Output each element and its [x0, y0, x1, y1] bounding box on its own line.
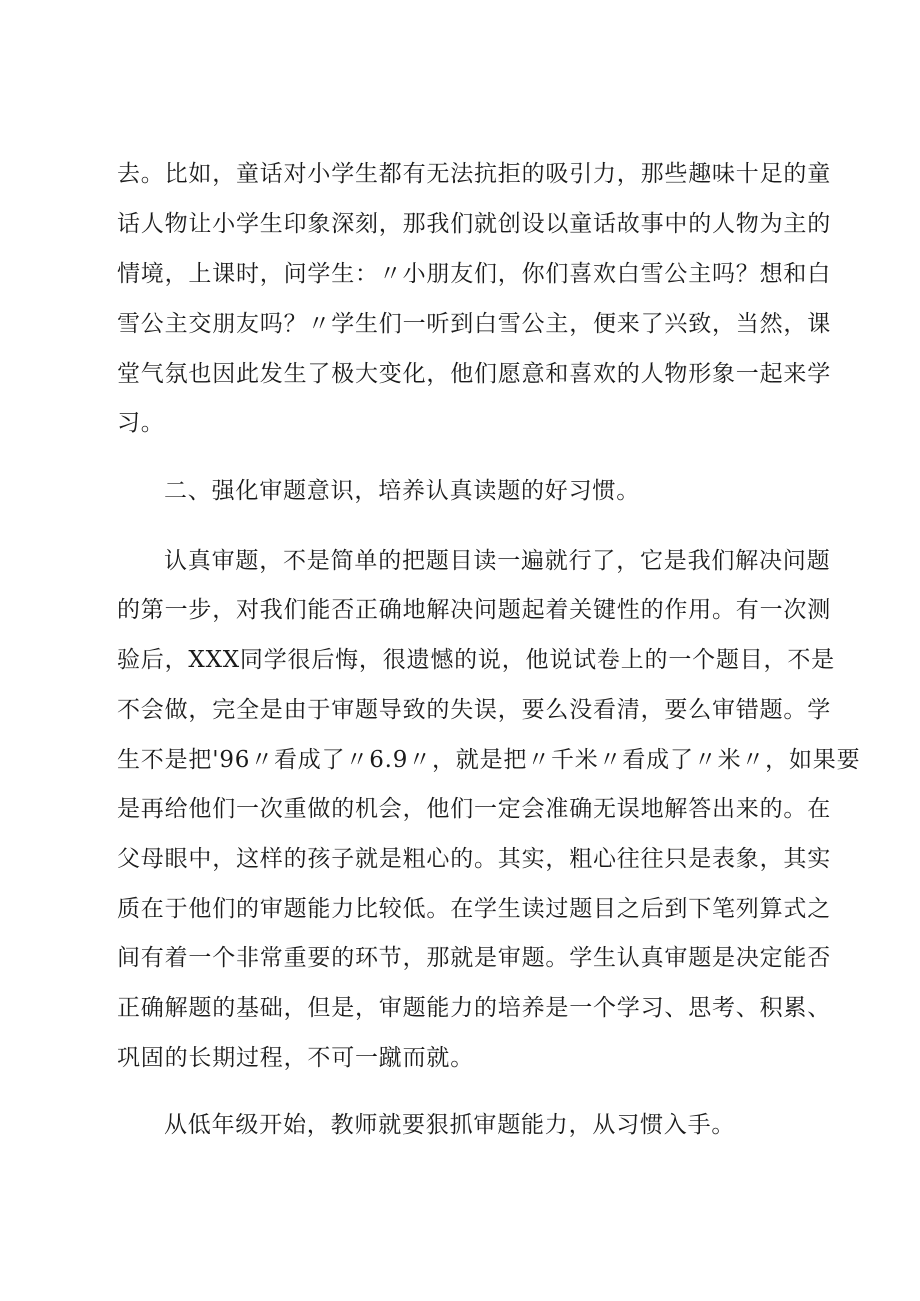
paragraph-2-line-4: 不会做，完全是由于审题导致的失误，要么没看清，要么审错题。学: [117, 697, 831, 723]
paragraph-1-line-1: 去。比如，童话对小学生都有无法抗拒的吸引力，那些趣味十足的童: [117, 161, 831, 187]
paragraph-3-line-1: 从低年级开始，教师就要狠抓审题能力，从习惯入手。: [164, 1112, 736, 1138]
paragraph-1-line-4: 雪公主交朋友吗？〃学生们一听到白雪公主，便来了兴致，当然，课: [117, 311, 831, 337]
paragraph-2-line-10: 正确解题的基础，但是，审题能力的培养是一个学习、思考、积累、: [117, 995, 831, 1021]
paragraph-2-line-2: 的第一步，对我们能否正确地解决问题起着关键性的作用。有一次测: [117, 597, 831, 623]
paragraph-2-line-6: 是再给他们一次重做的机会，他们一定会准确无误地解答出来的。在: [117, 796, 831, 822]
paragraph-2-line-11: 巩固的长期过程，不可一蹴而就。: [117, 1045, 474, 1071]
paragraph-2-line-3: 验后，XXX同学很后悔，很遗憾的说，他说试卷上的一个题目，不是: [117, 647, 835, 673]
paragraph-1-line-6: 习。: [117, 410, 165, 436]
section-heading: 二、强化审题意识，培养认真读题的好习惯。: [164, 478, 640, 504]
paragraph-2-line-5: 生不是把'96〃看成了〃6.9〃，就是把〃千米〃看成了〃米〃，如果要: [117, 747, 861, 773]
paragraph-2-line-9: 间有着一个非常重要的环节，那就是审题。学生认真审题是决定能否: [117, 945, 831, 971]
paragraph-1-line-3: 情境，上课时，问学生：〃小朋友们，你们喜欢白雪公主吗？想和白: [117, 261, 831, 287]
paragraph-1-line-2: 话人物让小学生印象深刻，那我们就创设以童话故事中的人物为主的: [117, 211, 831, 237]
paragraph-1-line-5: 堂气氛也因此发生了极大变化，他们愿意和喜欢的人物形象一起来学: [117, 361, 831, 387]
paragraph-2-line-1: 认真审题，不是简单的把题目读一遍就行了，它是我们解决问题: [164, 548, 831, 574]
paragraph-2-line-8: 质在于他们的审题能力比较低。在学生读过题目之后到下笔列算式之: [117, 896, 831, 922]
paragraph-2-line-7: 父母眼中，这样的孩子就是粗心的。其实，粗心往往只是表象，其实: [117, 846, 831, 872]
